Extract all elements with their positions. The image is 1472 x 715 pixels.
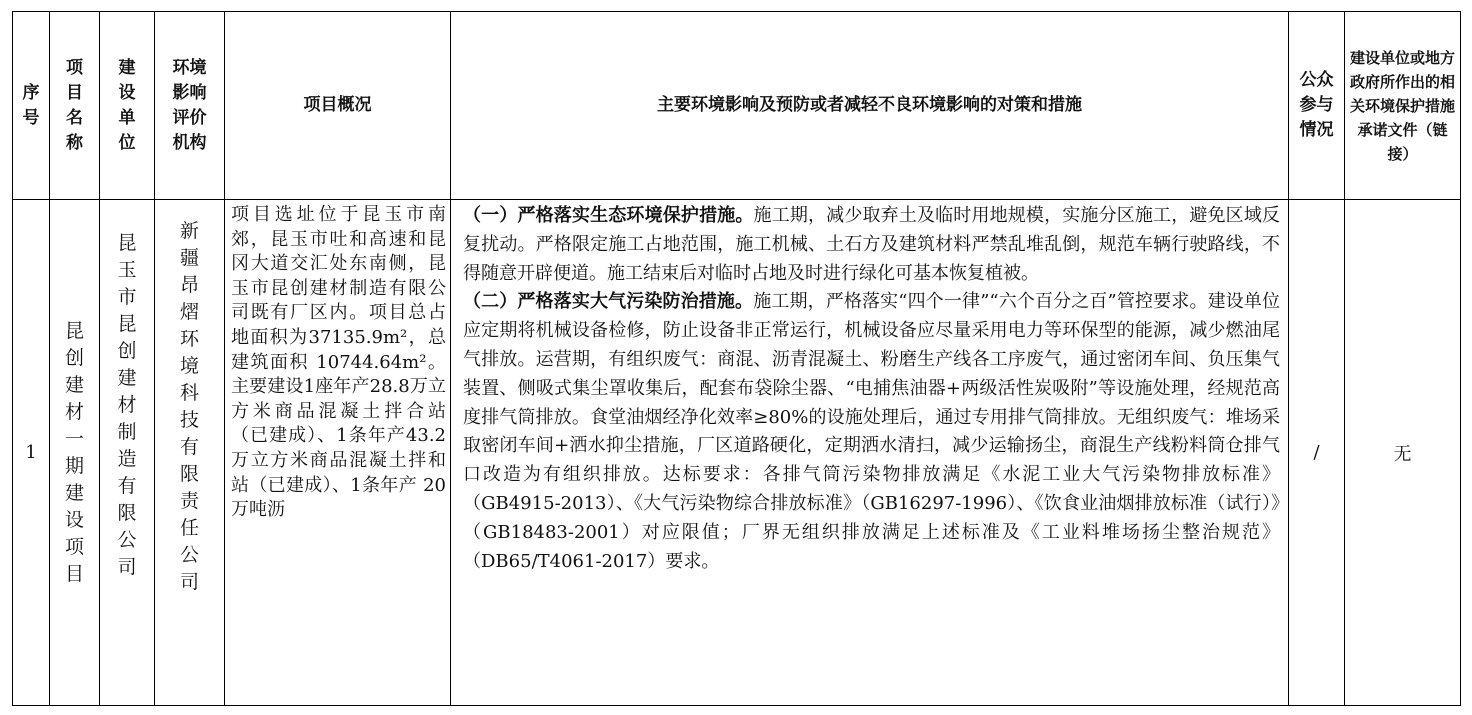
header-eia-org: 环境影响评价机构 [155,12,225,200]
header-builder: 建设单位 [100,12,155,200]
header-seq: 序号 [13,12,50,200]
cell-overview: 项目选址位于昆玉市南郊，昆玉市吐和高速和昆冈大道交汇处东南侧，昆玉市昆创建材制造有限公司既有厂区内。项目总占地面积为37135.9m²，总建筑面积 10744.64m²。主要建设1座年产28.8万立方米商品混凝土拌合站（已建成）、1条年产43.2万立方米商品混凝土拌和站（已建成）、1条年产 20万吨沥 [225,200,451,706]
measure-text-1: 施工期，减少取弃土及临时用地规模，实施分区施工，避免区域反复扰动。严格限定施工占地范围，施工机械、土石方及建筑材料严禁乱堆乱倒，规范车辆行驶路线，不得随意开辟便道。施工结束后对临时占地及时进行绿化可基本恢复植被。 [463,205,1280,284]
header-commitment: 建设单位或地方政府所作出的相关环境保护措施承诺文件（链接） [1345,12,1461,200]
cell-measures [451,200,1289,706]
cell-public: / [1289,200,1345,706]
header-measures: 主要环境影响及预防或者减轻不良环境影响的对策和措施 [451,12,1289,200]
measure-heading-2: （二）严格落实大气污染防治措施。 [463,291,754,313]
header-project-name: 项目名称 [50,12,100,200]
cell-builder: 昆玉市昆创建材制造有限公司 [100,200,155,706]
header-overview: 项目概况 [225,12,451,200]
table-row [13,200,1461,706]
header-row [13,12,1461,200]
cell-commitment: 无 [1345,200,1461,706]
header-public: 公众参与情况 [1289,12,1345,200]
cell-seq: 1 [13,200,50,706]
measure-paragraph-2 [463,288,1280,576]
cell-eia-org: 新疆昂熠环境科技有限责任公司 [155,200,225,706]
cell-project-name: 昆创建材一期建设项目 [50,200,100,706]
measure-heading-1: （一）严格落实生态环境保护措施。 [463,205,754,226]
eia-project-table [12,11,1461,706]
measure-paragraph-1 [463,202,1280,288]
measure-text-2: 施工期，严格落实“四个一律”“六个百分之百”管控要求。建设单位应定期将机械设备检修，防止设备非正常运行，机械设备应尽量采用电力等环保型的能源，减少燃油尾气排放。运营期，有组织废气：商混、沥青混凝土、粉磨生产线各工序废气，通过密闭车间、负压集气装置、侧吸式集尘罩收集后，配套布袋除尘器、“电捕焦油器+两级活性炭吸附”等设施处理，经规范高度排气筒排放。食堂油烟经净化效率≥80%的设施处理后，通过专用排气筒排放。无组织废气：堆场采取密闭车间+洒水抑尘措施，厂区道路硬化，定期洒水清扫，减少运输扬尘，商混生产线粉料筒仓排气口改造为有组织排放。达标要求：各排气筒污染物排放满足《水泥工业大气污染物排放标准》（GB4915-2013）、《大气污染物综合排放标准》（GB16297-1996）、《饮食业油烟排放标准（试行）》（GB18483-2001）对应限值；厂界无组织排放满足上述标准及《工业料堆场扬尘整治规范》（DB65/T4061-2017）要求。 [463,291,1280,572]
